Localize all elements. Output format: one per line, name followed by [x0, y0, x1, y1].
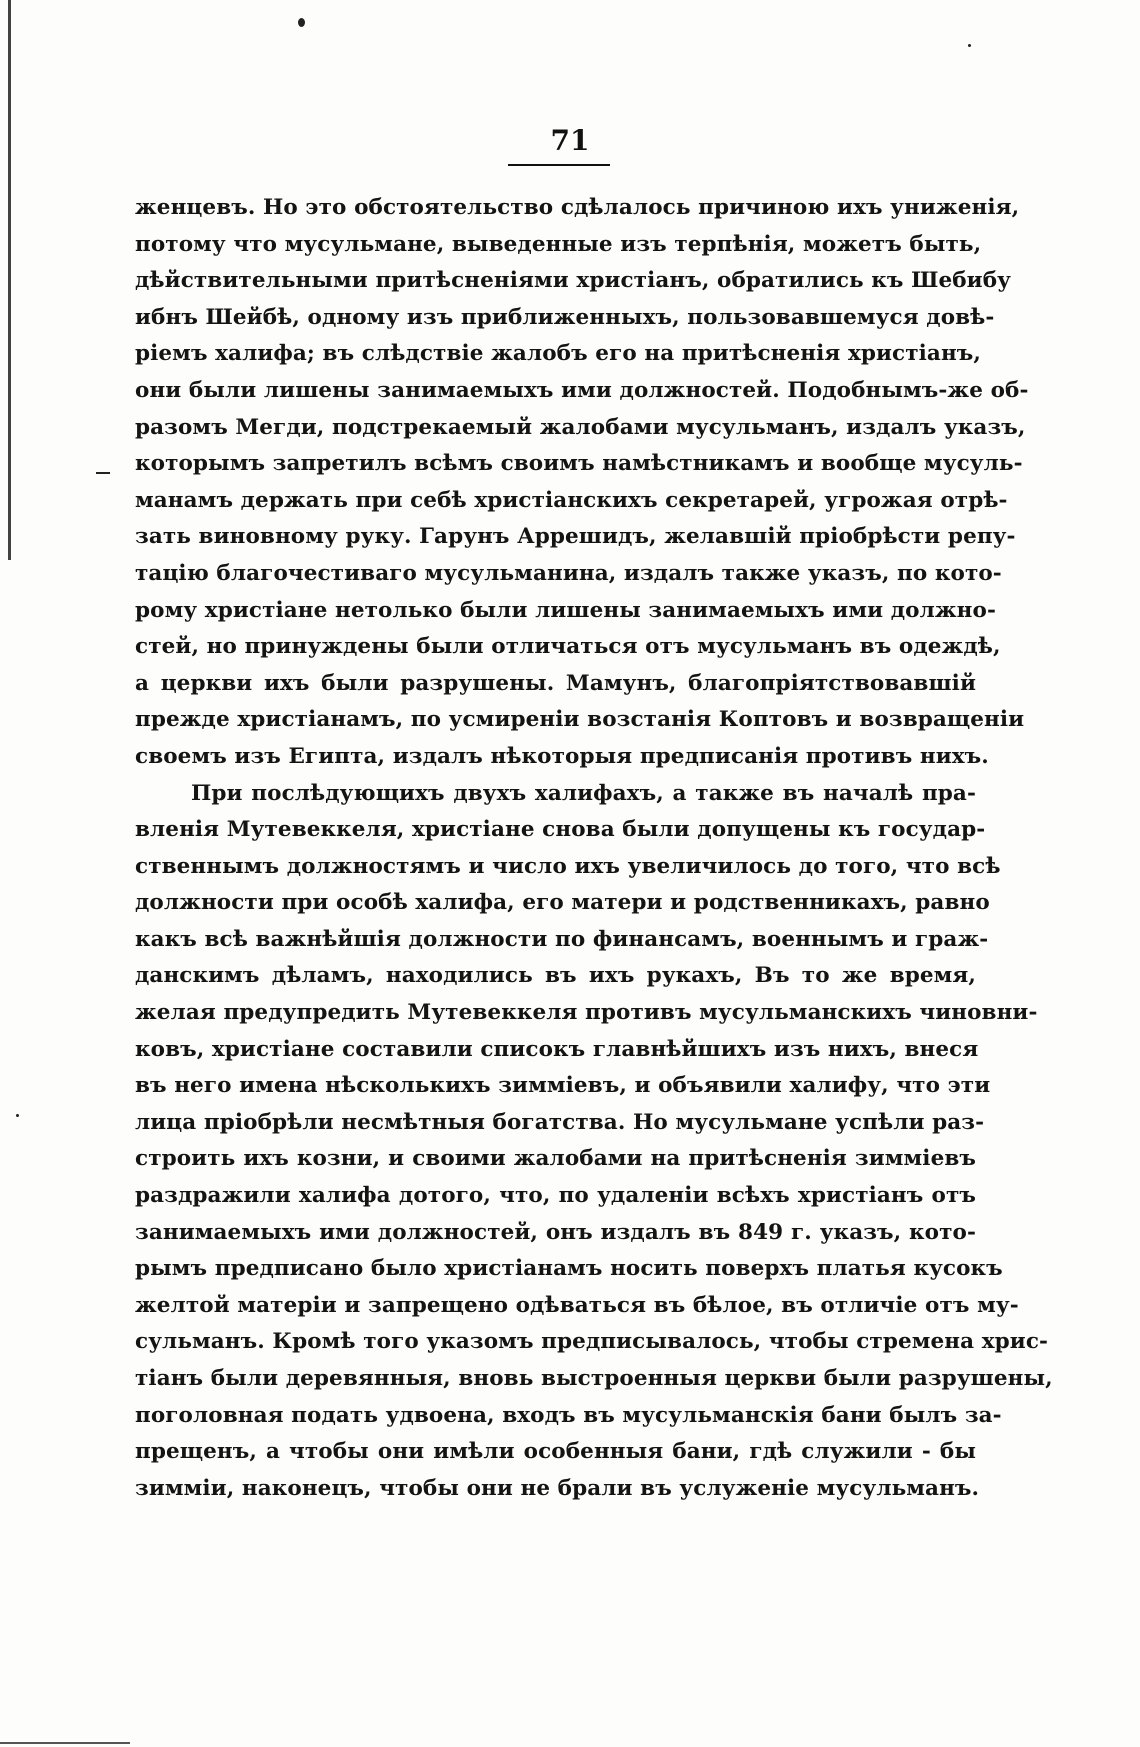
- text-line: должности при особѣ халифа, его матери и родственникахъ, равно: [135, 890, 990, 916]
- scan-edge-shadow: [8, 0, 11, 560]
- text-line: дѣйствительными притѣсненіями христіанъ, обратились къ Шебибу: [135, 268, 1012, 294]
- text-line: зать виновному руку. Гарунъ Аррешидъ, желавшій пріобрѣсти репу-: [135, 524, 1016, 550]
- text-line: женцевъ. Но это обстоятельство сдѣлалось причиною ихъ униженія,: [135, 195, 1020, 220]
- text-line: желая предупредить Мутевеккеля противъ мусульманскихъ чиновни-: [135, 1000, 1038, 1026]
- scan-edge-bottom: [0, 1742, 130, 1744]
- scan-speck: [968, 44, 971, 47]
- text-line: потому что мусульмане, выведенные изъ терпѣнія, можетъ быть,: [135, 231, 982, 257]
- text-line: прещенъ, а чтобы они имѣли особенныя бани, гдѣ служили - бы: [135, 1439, 976, 1465]
- text-line: занимаемыхъ ими должностей, онъ издалъ въ 849 г. указъ, кото-: [135, 1219, 976, 1245]
- scan-speck: [298, 18, 305, 27]
- text-line: вленія Мутевеккеля, христіане снова были допущены къ государ-: [135, 817, 986, 843]
- paragraph-end-line: своемъ изъ Египта, издалъ нѣкоторыя предписанія противъ нихъ.: [135, 743, 989, 769]
- text-line: манамъ держать при себѣ христіанскихъ секретарей, угрожая отрѣ-: [135, 487, 1008, 513]
- text-line: рому христiане нетолько были лишены занимаемыхъ ими должно-: [135, 597, 996, 623]
- text-line: данскимъ дѣламъ, находились въ ихъ рукахъ, Въ то же время,: [135, 963, 976, 989]
- text-line: тіанъ были деревянныя, вновь выстроенныя церкви были разрушены,: [135, 1366, 1053, 1391]
- body-text: [135, 190, 1053, 1507]
- text-line: зиммiи, наконецъ, чтобы они не брали въ услуженіе мусульманъ.: [135, 1475, 980, 1501]
- text-line: рымъ предписано было христіанамъ носить поверхъ платья кусокъ: [135, 1256, 1003, 1282]
- text-line: они были лишены занимаемыхъ ими должностей. Подобнымъ-же об-: [135, 377, 1029, 403]
- text-line: сульманъ. Кромѣ того указомъ предписывалось, чтобы стремена хрис-: [135, 1329, 1049, 1355]
- text-line: тацію благочестиваго мусульманина, издалъ также указъ, по кото-: [135, 560, 1002, 586]
- text-line: строить ихъ козни, и своими жалобами на притѣсненія зимміевъ: [135, 1146, 976, 1172]
- margin-mark: [96, 472, 110, 474]
- text-line: поголовная подать удвоена, входъ въ мусульманскія бани былъ за-: [135, 1402, 1002, 1428]
- text-line: разомъ Мегди, подстрекаемый жалобами мусульманъ, издалъ указъ,: [135, 414, 1026, 440]
- text-line: ріемъ халифа; въ слѣдствіе жалобъ его на притѣсненія христіанъ,: [135, 341, 981, 367]
- page-number: 71: [550, 124, 590, 157]
- page-number-rule: [508, 164, 610, 166]
- scan-speck: [16, 1114, 19, 1117]
- text-line: раздражили халифа дотого, что, по удаленіи всѣхъ христіанъ отъ: [135, 1183, 976, 1209]
- text-line: стей, но принуждены были отличаться отъ мусульманъ въ одеждѣ,: [135, 634, 1001, 660]
- text-line: лица пріобрѣли несмѣтныя богатства. Но мусульмане успѣли раз-: [135, 1109, 985, 1135]
- text-line: ственнымъ должностямъ и число ихъ увеличилось до того, что всѣ: [135, 853, 1001, 879]
- text-line: ибнъ Шейбѣ, одному изъ приближенныхъ, пользовавшемуся довѣ-: [135, 304, 995, 330]
- text-line: прежде христіанамъ, по усмиреніи возстанія Коптовъ и возвращеніи: [135, 707, 1025, 733]
- text-line: ковъ, христіане составили списокъ главнѣйшихъ изъ нихъ, внеся: [135, 1036, 979, 1062]
- text-line: въ него имена нѣсколькихъ зимміевъ, и объявили халифу, что эти: [135, 1073, 991, 1099]
- text-line: которымъ запретилъ всѣмъ своимъ намѣстникамъ и вообще мусуль-: [135, 451, 1023, 477]
- paragraph-start-line: При послѣдующихъ двухъ халифахъ, а также въ началѣ пра-: [191, 780, 976, 806]
- text-line: желтой матеріи и запрещено одѣваться въ бѣлое, въ отличіе отъ му-: [135, 1292, 1019, 1318]
- text-line: какъ всѣ важнѣйшія должности по финансамъ, военнымъ и граж-: [135, 926, 989, 952]
- text-line: а церкви ихъ были разрушены. Мамунъ, благопріятствовавшій: [135, 670, 976, 696]
